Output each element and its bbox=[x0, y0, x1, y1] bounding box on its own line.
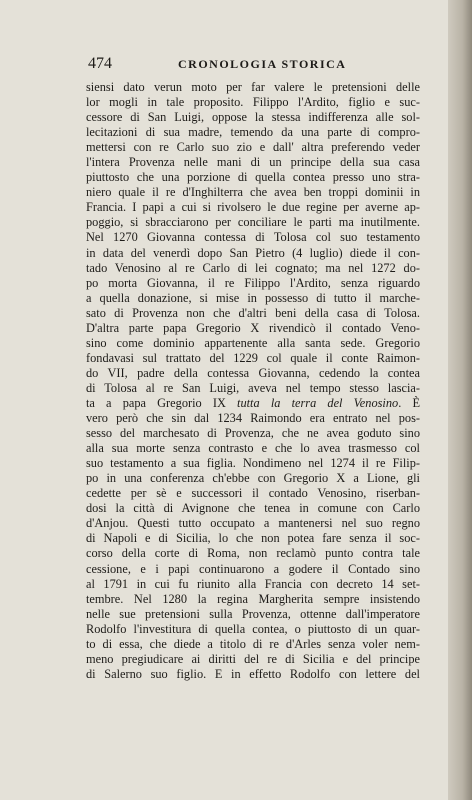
text-line: po in una conferenza ch'ebbe con Gregorio X a Lione, gli bbox=[86, 471, 420, 486]
text-line: di Salerno suo figlio. E in effetto Rodolfo con lettere del bbox=[86, 666, 420, 681]
text-fragment: . È bbox=[398, 395, 420, 410]
text-line: alla sua morte senza contrasto e che lo avea trasmesso col bbox=[86, 441, 420, 456]
text-line: Francia. I papi a cui si rivolsero le due regine per averne ap- bbox=[86, 200, 420, 215]
text-line: sesso del marchesato di Provenza, che ne avea goduto sino bbox=[86, 426, 420, 441]
text-line: tado Venosino al re Carlo di lei cognato; ma nel 1272 do- bbox=[86, 260, 420, 275]
text-line: cedette per sè e successori il contado Venosino, riserban- bbox=[86, 486, 420, 501]
text-line: to di essa, che diede a titolo di re d'Arles senza voler nem- bbox=[86, 636, 420, 651]
text-line: po morta Giovanna, il re Filippo l'Ardito, senza riguardo bbox=[86, 275, 420, 290]
page-edge-shadow bbox=[448, 0, 472, 800]
text-line: dosi la città di Avignone che tenea in comune con Carlo bbox=[86, 501, 420, 516]
text-line: meno pregiudicare ai diritti del re di Sicilia e del principe bbox=[86, 651, 420, 666]
text-line: in data del venerdì dopo San Pietro (4 luglio) diede il con- bbox=[86, 245, 420, 260]
text-line: do VII, padre della contessa Giovanna, cedendo la contea bbox=[86, 365, 420, 380]
text-line: corso della corte di Roma, non reclamò punto contra tale bbox=[86, 546, 420, 561]
text-line: Rodolfo l'investitura di quella contea, o piuttosto di un quar- bbox=[86, 621, 420, 636]
text-line: vero però che sin dal 1234 Raimondo era entrato nel pos- bbox=[86, 411, 420, 426]
italic-phrase: tutta la terra del Venosino bbox=[237, 395, 399, 410]
text-line: lor mogli in tale proposito. Filippo l'Ardito, figlio e suc- bbox=[86, 95, 420, 110]
text-line: niero quale il re d'Inghilterra che avea ben troppi dominii in bbox=[86, 185, 420, 200]
text-line: Nel 1270 Giovanna contessa di Tolosa col suo testamento bbox=[86, 230, 420, 245]
text-line: siensi dato verun moto per far valere le pretensioni delle bbox=[86, 80, 420, 94]
text-line: di Tolosa al re San Luigi, aveva nel tempo stesso lascia- bbox=[86, 380, 420, 395]
text-line: l'intera Provenza nelle mani di un principe della sua casa bbox=[86, 155, 420, 170]
body-text bbox=[86, 80, 420, 682]
text-line: sato di Provenza non che d'altri beni della casa di Tolosa. bbox=[86, 305, 420, 320]
text-line: poggio, si sbracciarono per conciliare le parti ma inutilmente. bbox=[86, 215, 420, 230]
text-line: D'altra parte papa Gregorio X rivendicò il contado Veno- bbox=[86, 320, 420, 335]
text-line: sino come dominio appartenente alla santa sede. Gregorio bbox=[86, 335, 420, 350]
text-line: nelle sue pretensioni sulla Provenza, ottenne dall'imperatore bbox=[86, 606, 420, 621]
text-line-mixed bbox=[86, 396, 420, 411]
text-line: a quella donazione, si mise in possesso di tutto il marche- bbox=[86, 290, 420, 305]
text-line: al 1791 in cui fu riunito alla Francia con decreto 14 set- bbox=[86, 576, 420, 591]
text-line: suo testamento a sua figlia. Nondimeno nel 1274 il re Filip- bbox=[86, 456, 420, 471]
text-line: d'Anjou. Questi tutto occupato a mantenersi nel suo regno bbox=[86, 516, 420, 531]
text-fragment: ta a papa Gregorio IX bbox=[86, 395, 238, 410]
text-line: di Napoli e di Sicilia, lo che non potea fare senza il soc- bbox=[86, 531, 420, 546]
text-line: lecitazioni di sua madre, temendo da una parte di compro- bbox=[86, 125, 420, 140]
text-line: cessore di San Luigi, oppose la stessa indifferenza alle sol- bbox=[86, 110, 420, 125]
text-line: mettersi con re Carlo suo zio e dall' altra preferendo veder bbox=[86, 140, 420, 155]
page-number: 474 bbox=[88, 55, 112, 72]
running-title: CRONOLOGIA STORICA bbox=[178, 57, 347, 71]
text-line: cessione, e i papi continuarono a godere il Contado sino bbox=[86, 561, 420, 576]
text-line: fondavasi sul trattato del 1229 col quale il conte Raimon- bbox=[86, 350, 420, 365]
text-line: tembre. Nel 1280 la regina Margherita sempre insistendo bbox=[86, 591, 420, 606]
text-line: piuttosto che una porzione di quella contea presso uno stra- bbox=[86, 170, 420, 185]
